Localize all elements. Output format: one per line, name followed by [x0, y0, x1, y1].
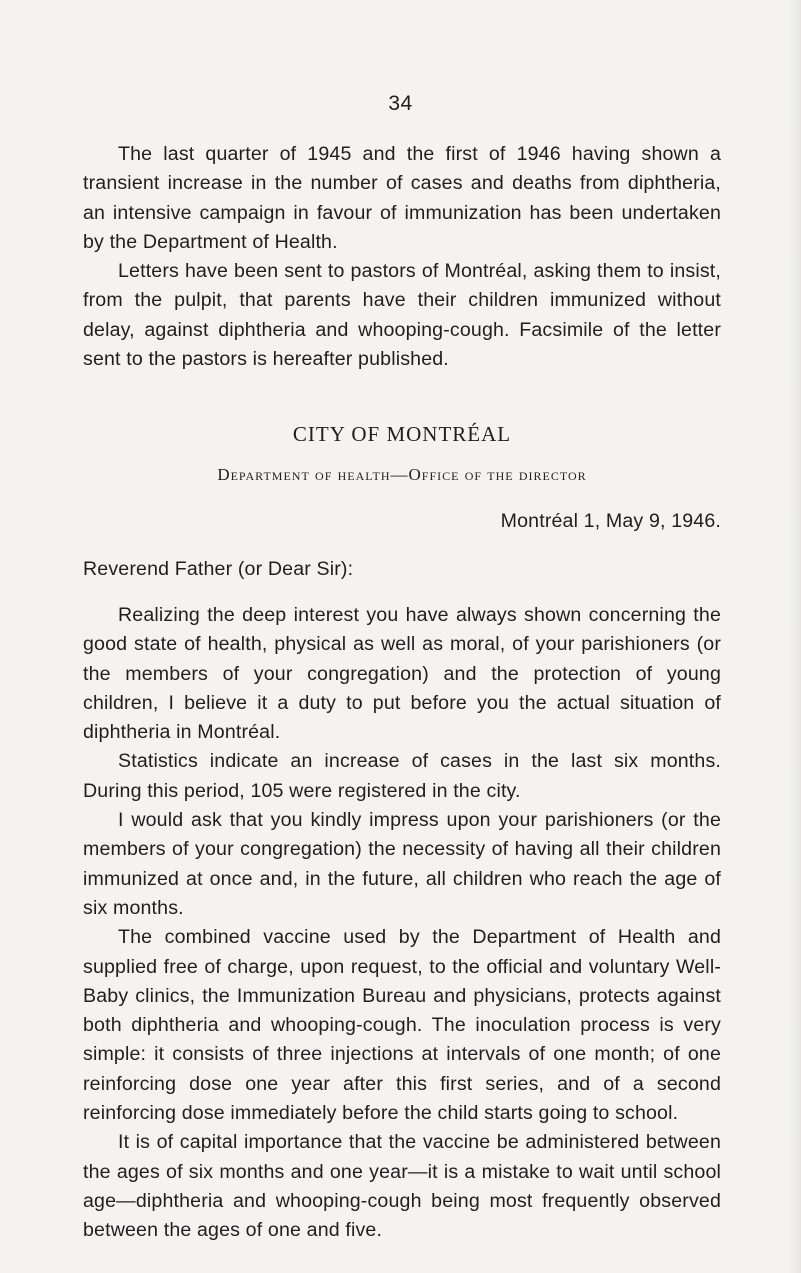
letter-paragraph: Statistics indicate an increase of cases in the last six months. During this period, 105 were registered in the city.	[83, 750, 721, 802]
letter-paragraph: It is of capital importance that the vaccine be administered between the ages of six months and one year—it is a mistake to wait until school age—diphtheria and whooping-cough being most frequently observed between the ages of one and five.	[83, 1131, 721, 1242]
intro-paragraph: The last quarter of 1945 and the first of 1946 having shown a transient increase in the number of cases and deaths from diphtheria, an intensive campaign in favour of immunization has been undertaken by the Department of Health.	[83, 143, 721, 253]
page-edge-shadow	[787, 0, 801, 1273]
department-line: Department of health—Office of the director	[217, 465, 587, 485]
intro-paragraph: Letters have been sent to pastors of Montréal, asking them to insist, from the pulpit, that parents have their children immunized without delay, against diphtheria and whooping-cough. Facsimile of the letter sent to the pastors is hereafter published.	[83, 260, 721, 371]
letter-paragraph: Realizing the deep interest you have always shown concerning the good state of health, physical as well as moral, of your parishioners (or the members of your congregation) and the protection of young children, I believe it a duty to put before you the actual situation of diphtheria in Montréal.	[83, 603, 721, 744]
page-number: 34	[388, 92, 413, 115]
letter-paragraph: The combined vaccine used by the Department of Health and supplied free of charge, upon request, to the official and voluntary Well-Baby clinics, the Immunization Bureau and physicians, protects against both diphtheria and whooping-cough. The inoculation process is very simple: it consists of three injections at intervals of one month; of one reinforcing dose one year after this first series, and of a second reinforcing dose immediately before the child starts going to school.	[83, 926, 721, 1125]
letter-heading: CITY OF MONTRÉAL	[292, 422, 512, 447]
page-content	[83, 140, 721, 1246]
letter-date: Montréal 1, May 9, 1946.	[500, 510, 721, 533]
letter-salutation: Reverend Father (or Dear Sir):	[83, 557, 354, 580]
letter-paragraph: I would ask that you kindly impress upon your parishioners (or the members of your congregation) the necessity of having all their children immunized at once and, in the future, all children who reach the age of six months.	[83, 809, 721, 919]
